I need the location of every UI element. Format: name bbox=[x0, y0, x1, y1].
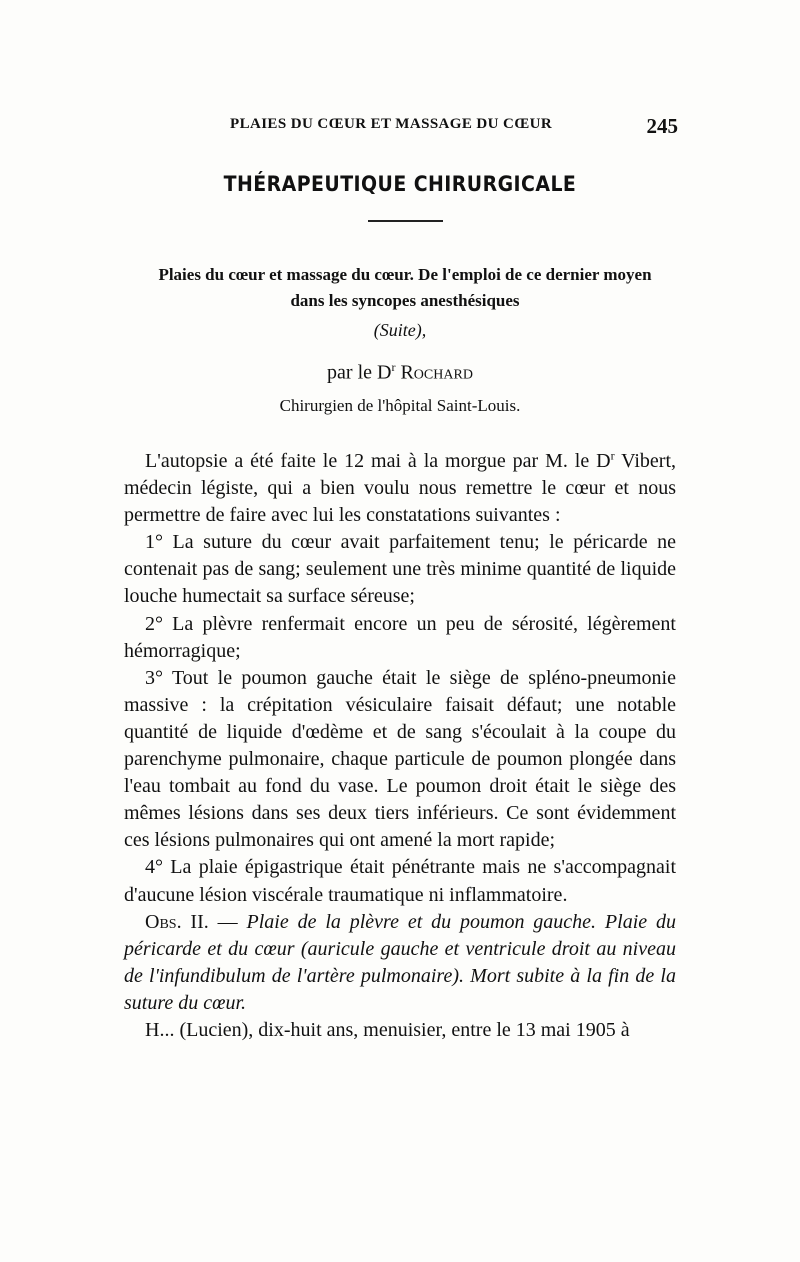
paragraph-autopsy bbox=[124, 448, 676, 529]
section-title: THÉRAPEUTIQUE CHIRURGICALE bbox=[223, 172, 577, 196]
paragraph-finding-3: 3° Tout le poumon gauche était le siège de spléno-pneumonie massive : la crépitation vésiculaire faisait défaut; une notable quantité de liquide d'œdème et de sang s'écoulait à la coupe du parenchyme pulmonaire, chaque particule de poumon plongée dans l'eau tombait au fond du vase. Le poumon droit était le siège des mêmes lésions dans ses deux tiers inférieurs. Ce sont évidemment ces lésions pulmonaires qui ont amené la mort rapide; bbox=[124, 666, 676, 852]
observation-heading bbox=[124, 909, 676, 1017]
author-name: Rochard bbox=[400, 361, 473, 384]
paragraph-autopsy-part-2: Vibert, médecin légiste, qui a bien voulu nous remettre le cœur et nous permettre de faire avec lui les constatations suivantes : bbox=[124, 450, 676, 527]
paragraph-autopsy-sup: r bbox=[610, 448, 615, 463]
author-line bbox=[0, 360, 800, 385]
observation-title: Plaie de la plèvre et du poumon gauche. Plaie du péricarde et du cœur (auricule gauche et ventricule droit au niveau de l'infundibulum de l'artère pulmonaire). Mort subite à la fin de la suture du cœur. bbox=[124, 910, 677, 1014]
article-subtitle: (Suite), bbox=[373, 320, 427, 340]
paragraph-finding-4: 4° La plaie épigastrique était pénétrante mais ne s'accompagnait d'aucune lésion viscérale traumatique ni inflammatoire. bbox=[124, 856, 676, 906]
running-title: PLAIES DU CŒUR ET MASSAGE DU CŒUR bbox=[230, 116, 553, 132]
running-head bbox=[130, 114, 678, 142]
paragraph-autopsy-part-1: L'autopsie a été faite le 12 mai à la morgue par M. le D bbox=[145, 450, 611, 472]
author-affiliation: Chirurgien de l'hôpital Saint-Louis. bbox=[279, 396, 521, 415]
paragraph-patient: H... (Lucien), dix-huit ans, menuisier, entre le 13 mai 1905 à bbox=[145, 1018, 630, 1041]
observation-dash: — bbox=[208, 910, 247, 933]
observation-label: Obs. II. bbox=[145, 910, 209, 933]
paragraph-finding-1: 1° La suture du cœur avait parfaitement tenu; le péricarde ne contenait pas de sang; seulement une très minime quantité de liquide louche humectait sa surface séreuse; bbox=[124, 531, 676, 608]
article-title: Plaies du cœur et massage du cœur. De l'emploi de ce dernier moyen dans les syncopes anesthésiques bbox=[158, 265, 652, 310]
page-number: 245 bbox=[646, 114, 678, 138]
author-prefix-sup: r bbox=[391, 360, 396, 374]
body-text bbox=[124, 448, 676, 1044]
paragraph-finding-2: 2° La plèvre renfermait encore un peu de sérosité, légèrement hémorragique; bbox=[124, 612, 676, 662]
author-prefix: par le D bbox=[327, 361, 392, 384]
title-rule bbox=[368, 220, 443, 222]
